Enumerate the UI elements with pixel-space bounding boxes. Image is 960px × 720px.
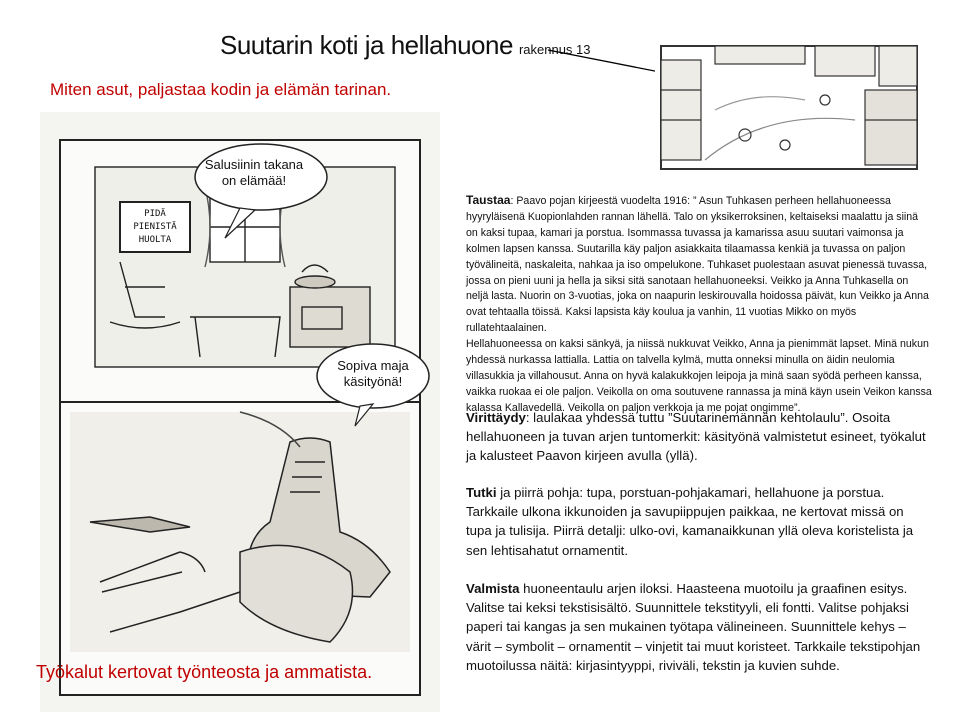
background-story bbox=[466, 193, 932, 417]
bubble-top-line-2: on elämää! bbox=[221, 173, 287, 188]
speech-bubble-top bbox=[200, 157, 308, 189]
page-subtitle: Miten asut, paljastaa kodin ja elämän tarinan. bbox=[50, 80, 392, 99]
background-paragraph-2: Hellahuoneessa on kaksi sänkyä, ja niissä nukkuvat Veikko, Anna ja pienimmät lapset. Minä nukun yhdessä nurkassa lattialla. Lattia on talvella kylmä, mutta onneksi minulla on äidin neulomia villasukkia ja villahousut. Anna on hyvä kalakukkojen leipoja ja minä saan syödä perheen kanssa, vaikka ruokaa ei ole paljon. Veikolla on oma soutuvene rannassa ja minä käyn usein Veikon kanssa kalassa Kallavedellä. Veikolla on paljon verkkoja ja me pojat ongimme”. bbox=[466, 338, 932, 414]
bubble-bottom-line-2: käsityönä! bbox=[343, 374, 403, 389]
task-text: huoneentaulu arjen iloksi. Haasteena muotoilu ja graafinen esitys. Valitse tai keksi tekstisisältö. Suunnittele tekstityyli, eli fontti. Valitse pohjaksi paperi tai kangas ja sen mukainen työtapa välineineen. Suunnittele kehys – värit – symbolit – ornamentit – vinjetit tai muut koristeet. Tarkkaile tekstipohjan muotoilussa näitä: kirjasintyyppi, riviväli, tekstin ja kuvien suhde. bbox=[466, 581, 921, 673]
task-valmista bbox=[466, 579, 926, 675]
sign-line-3: HUOLTA bbox=[138, 235, 172, 245]
page-title-text: Suutarin koti ja hellahuone bbox=[220, 30, 513, 60]
background-paragraph-1 bbox=[466, 193, 932, 337]
background-text-1: : Paavo pojan kirjeestä vuodelta 1916: ” Asun Tuhkasen perheen hellahuoneessa hyyryläisenä Kuopionlahden rannan lähellä. Talo on yksikerroksinen, keltaiseksi maalattu ja siinä on kaksi tupaa, kamari ja porstua. Isommassa tuvassa ja kamarissa asuu suutari vaimonsa ja kolmen lapsen kanssa. Suutarilla käy paljon asiakkaita tilaamassa kenkiä ja tuvassa on paljon työvälineitä, naskaleita, nahkaa ja iso ompelukone. Tuhkaset puolestaan asuvat pienessä tuvassa, jossa on pieni uuni ja hella ja siksi sitä sanotaan hellahuoneeksi. Veikko ja Anna Tuhkasella on neljä lasta. Nuorin on 3-vuotias, joka on naapurin leskirouvalla hoidossa päivät, kun Veikko ja Anna ovat tehtaalla töissä. Kaksi lapsista käy koulua ja vanhin, 11 vuotias Mikko on myös rullatehtaalainen. bbox=[466, 195, 929, 335]
tools-scene bbox=[70, 412, 410, 652]
sign-board bbox=[120, 202, 190, 252]
task-text: ja piirrä pohja: tupa, porstuan-pohjakamari, hellahuone ja porstua. Tarkkaile ulkona ikkunoiden ja savupiippujen paikkaa, ne kertovat missä on tupa ja tulisija. Piirrä detalji: ulko-ovi, kamanaikkunan yllä oleva koristelista ja sen lehtisahatut ornamentit. bbox=[466, 485, 914, 558]
task-label: Tutki bbox=[466, 485, 497, 500]
sign-line-2: PIENISTÄ bbox=[133, 222, 177, 232]
background-label: Taustaa bbox=[466, 193, 511, 207]
task-label: Virittäydy bbox=[466, 410, 526, 425]
sign-line-1: PIDÄ bbox=[144, 209, 166, 219]
floor-plan-image bbox=[655, 40, 923, 175]
task-label: Valmista bbox=[466, 581, 520, 596]
task-virittaydy bbox=[466, 408, 926, 466]
task-text: : laulakaa yhdessä tuttu ”Suutarinemännän kehtolaulu”. Osoita hellahuoneen ja tuvan arjen tuntomerkit: käsityönä valmistetut esineet, työkalut ja kalusteet Paavon kirjeen avulla (yllä). bbox=[466, 410, 926, 464]
illustration-caption: Työkalut kertovat työnteosta ja ammatista. bbox=[36, 662, 373, 682]
building-number: rakennus 13 bbox=[518, 42, 591, 57]
bubble-bottom-line-1: Sopiva maja bbox=[337, 358, 409, 373]
task-tutki bbox=[466, 483, 926, 560]
speech-bubble-bottom bbox=[320, 358, 426, 390]
sketch-illustration bbox=[40, 112, 440, 712]
bubble-top-line-1: Salusiinin takana bbox=[204, 157, 304, 172]
